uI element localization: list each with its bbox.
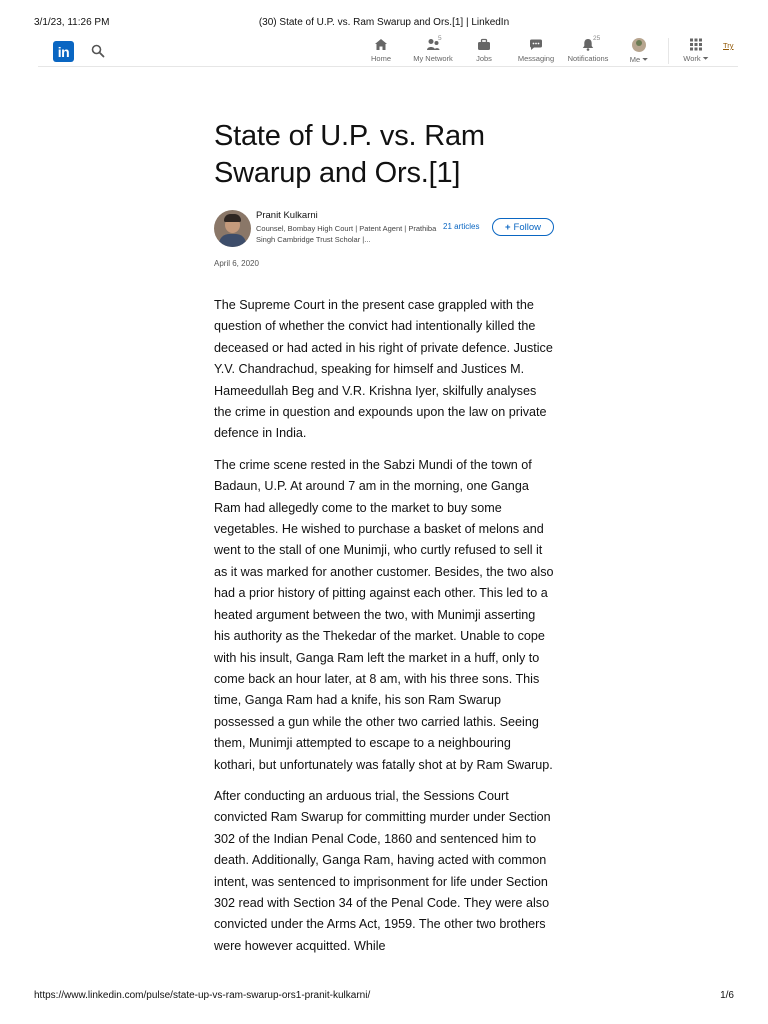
author-avatar[interactable]: [214, 210, 251, 247]
try-premium-link[interactable]: Try: [723, 41, 734, 50]
follow-button[interactable]: [492, 218, 554, 236]
article: [214, 118, 554, 967]
nav-home-label: Home: [370, 54, 391, 63]
nav-messaging[interactable]: [509, 38, 563, 64]
nav-jobs[interactable]: [457, 38, 511, 64]
nav-work[interactable]: [668, 38, 723, 64]
nav-notifications[interactable]: [561, 35, 615, 64]
article-paragraph: After conducting an arduous trial, the Sessions Court convicted Ram Swarup for committing murder under Section 302 of the Indian Penal Code, 1860 and sentenced him to death. Additionally, Ganga Ram, having acted with common intent, was sentenced to imprisonment for life under Section 302 read with Section 34 of the Penal Code. They were also convicted under the Arms Act, 1959. The other two brothers were however acquitted. While: [214, 788, 551, 953]
publish-date: April 6, 2020: [214, 259, 259, 268]
nav-me-label: Me ⏷: [629, 55, 649, 64]
nav-home[interactable]: [354, 38, 408, 64]
notifications-badge: 25: [593, 35, 601, 42]
grid-icon: [689, 38, 703, 51]
nav-notifications-label: Notifications: [567, 54, 609, 63]
nav-my-network-label: My Network: [413, 54, 453, 63]
follow-label: Follow: [513, 222, 541, 233]
author-articles-link[interactable]: 21 articles: [443, 222, 480, 231]
author-block: [214, 210, 554, 258]
article-paragraph: The Supreme Court in the present case grappled with the question of whether the convict had intentionally killed the deceased or had acted in his right of private defence. Justice Y.V. Chandrachud, speaking for himself and Justices M. Hameedullah Beg and V.R. Krishna Iyer, skilfully analyses the crime in question and expounds upon the law on private defence in India.: [214, 298, 553, 441]
nav-jobs-label: Jobs: [476, 54, 492, 63]
article-body: [214, 295, 554, 957]
nav-me[interactable]: [612, 38, 666, 64]
article-title: State of U.P. vs. Ram Swarup and Ors.[1]: [214, 120, 485, 189]
linkedin-logo[interactable]: in: [53, 41, 74, 62]
home-icon: [374, 38, 388, 51]
network-badge: 5: [438, 35, 442, 42]
article-paragraph: The crime scene rested in the Sabzi Mundi of the town of Badaun, U.P. At around 7 am in the morning, one Ganga Ram had allegedly come to the market to buy some vegetables. He wished to purchase a basket of melons and went to the stall of one Munimji, who curtly refused to sell it as it was marked for another customer. Besides, the two also had a prior history of pitting against each other. This led to a heated argument between the two, with Munimji asserting his authority as the Thekedar of the market. Unable to cope with his insult, Ganga Ram left the market in a huff, only to come back an hour later, at 8 am, with his three sons. This time, Ganga Ram had a knife, his son Ram Swarup possessed a gun while the other two carried lathis. Seeing them, Munimji attempted to escape to a neighbouring kothari, but unfortunately was fatally shot at by Ram Swarup.: [214, 457, 554, 772]
print-header: [34, 17, 734, 31]
briefcase-icon: [477, 38, 491, 51]
plus-icon: +: [504, 222, 511, 233]
search-icon[interactable]: [91, 44, 105, 58]
print-page-title: (30) State of U.P. vs. Ram Swarup and Ors.[1] | LinkedIn: [258, 17, 510, 28]
print-url: https://www.linkedin.com/pulse/state-up-vs-ram-swarup-ors1-pranit-kulkarni/: [34, 990, 371, 1001]
nav-messaging-label: Messaging: [517, 54, 555, 63]
nav-work-label: Work ⏷: [683, 54, 709, 63]
nav-my-network[interactable]: [406, 35, 460, 64]
author-name[interactable]: Pranit Kulkarni: [256, 210, 318, 221]
print-datetime: 3/1/23, 11:26 PM: [34, 17, 110, 28]
global-nav: [38, 36, 738, 67]
profile-avatar: [632, 38, 646, 52]
print-page-number: 1/6: [720, 990, 734, 1001]
chat-icon: [529, 38, 543, 51]
print-footer: [34, 990, 734, 1004]
author-headline: Counsel, Bombay High Court | Patent Agent | Prathiba Singh Cambridge Trust Scholar |...: [256, 224, 437, 244]
